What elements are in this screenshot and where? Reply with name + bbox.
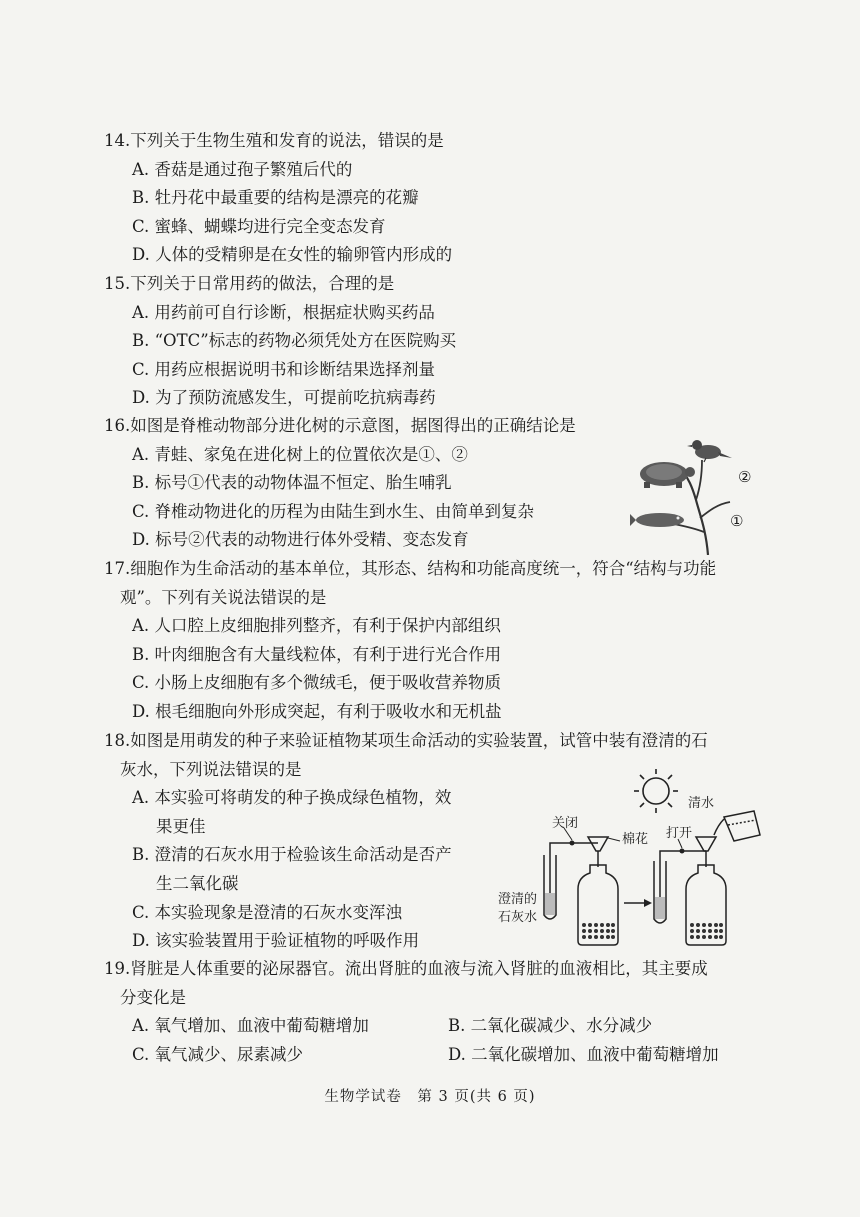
- question-19-stem-line1: 19.肾脏是人体重要的泌尿器官。流出肾脏的血液与流入肾脏的血液相比，其主要成: [104, 959, 708, 978]
- question-18-option-b-line1: B. 澄清的石灰水用于检验该生命活动是否产: [132, 845, 452, 865]
- question-18-stem-line2: 灰水，下列说法错误的是: [120, 759, 302, 779]
- label-closed: 关闭: [552, 816, 579, 831]
- question-17-option-b: B. 叶肉细胞含有大量线粒体，有利于进行光合作用: [132, 644, 502, 664]
- tree-branch-left: [674, 524, 704, 532]
- right-funnel: [696, 837, 716, 867]
- question-18-stem-line1: 18.如图是用萌发的种子来验证植物某项生命活动的实验装置，试管中装有澄清的石: [104, 731, 708, 750]
- experiment-apparatus-figure: [492, 765, 764, 955]
- question-15-option-c: C. 用药应根据说明书和诊断结果选择剂量: [132, 359, 436, 379]
- evolution-tree-figure: [630, 430, 760, 555]
- question-17-option-d: D. 根毛细胞向外形成突起，有利于吸收水和无机盐: [132, 701, 502, 721]
- question-18-option-a-line1: A. 本实验可将萌发的种子换成绿色植物，效: [132, 788, 452, 808]
- question-14-stem: 14.下列关于生物生殖和发育的说法，错误的是: [104, 131, 444, 150]
- label-open: 打开: [666, 826, 693, 841]
- question-19-option-c: C. 氧气减少、尿素减少: [132, 1044, 304, 1064]
- bird-icon: [687, 440, 732, 462]
- right-limewater: [655, 897, 665, 919]
- question-19-option-b: B. 二氧化碳减少、水分减少: [448, 1016, 653, 1036]
- question-17-stem-line1: 17.细胞作为生命活动的基本单位，其形态、结构和功能高度统一，符合“结构与功能: [104, 559, 717, 578]
- right-clamp: [680, 849, 685, 854]
- question-15-option-d: D. 为了预防流感发生，可提前吃抗病毒药: [132, 388, 436, 408]
- question-14-option-c: C. 蜜蜂、蝴蝶均进行完全变态发育: [132, 216, 386, 236]
- label-cotton: 棉花: [622, 832, 649, 847]
- fish-icon: [630, 512, 684, 528]
- question-17: [104, 555, 764, 727]
- question-19: [104, 955, 764, 1069]
- label-water: 清水: [688, 796, 715, 811]
- question-18-option-a-line2: 果更佳: [156, 816, 206, 836]
- question-19-options-row2: [132, 1041, 764, 1070]
- question-18-option-c: C. 本实验现象是澄清的石灰水变浑浊: [132, 902, 403, 922]
- question-16-option-b: B. 标号①代表的动物体温不恒定、胎生哺乳: [132, 473, 452, 493]
- question-14: [104, 127, 764, 270]
- tree-branch-right: [700, 502, 730, 518]
- question-18-option-d: D. 该实验装置用于验证植物的呼吸作用: [132, 931, 420, 951]
- question-15-option-b: B. “OTC”标志的药物必须凭处方在医院购买: [132, 331, 457, 351]
- question-19-stem-line2: 分变化是: [120, 987, 186, 1007]
- turtle-icon: [640, 462, 695, 488]
- question-15-option-a: A. 用药前可自行诊断，根据症状购买药品: [132, 302, 435, 322]
- left-limewater: [545, 893, 555, 915]
- tree-trunk: [682, 470, 708, 555]
- tree-branch-top: [696, 460, 702, 500]
- left-funnel: [586, 837, 608, 867]
- beaker-icon: [714, 811, 760, 841]
- question-15: [104, 270, 764, 413]
- question-14-option-a: A. 香菇是通过孢子繁殖后代的: [132, 159, 353, 179]
- label-limewater-2: 石灰水: [498, 910, 538, 925]
- question-16-option-d: D. 标号②代表的动物进行体外受精、变态发育: [132, 530, 469, 550]
- question-16-option-c: C. 脊椎动物进化的历程为由陆生到水生、由简单到复杂: [132, 501, 535, 521]
- question-17-stem-line2: 观”。下列有关说法错误的是: [120, 587, 327, 607]
- question-17-option-a: A. 人口腔上皮细胞排列整齐，有利于保护内部组织: [132, 616, 501, 636]
- question-19-option-a: A. 氧气增加、血液中葡萄糖增加: [132, 1016, 369, 1036]
- question-16-stem: 16.如图是脊椎动物部分进化树的示意图，据图得出的正确结论是: [104, 416, 576, 435]
- question-15-stem: 15.下列关于日常用药的做法，合理的是: [104, 274, 395, 293]
- question-18-option-b-line2: 生二氧化碳: [156, 873, 239, 893]
- left-clamp: [570, 841, 575, 846]
- cotton-pointer: [608, 838, 620, 841]
- tree-label-2: ②: [738, 468, 752, 486]
- left-seeds: [582, 923, 615, 939]
- question-17-option-c: C. 小肠上皮细胞有多个微绒毛，便于吸收营养物质: [132, 673, 502, 693]
- question-16-option-a: A. 青蛙、家兔在进化树上的位置依次是①、②: [132, 444, 468, 464]
- question-14-option-d: D. 人体的受精卵是在女性的输卵管内形成的: [132, 245, 453, 265]
- page-footer: 生物学试卷 第 3 页(共 6 页): [324, 1089, 536, 1105]
- arrow-icon: [624, 899, 652, 907]
- tree-label-1: ①: [730, 512, 744, 530]
- sun-icon: [634, 769, 678, 813]
- question-19-option-d: D. 二氧化碳增加、血液中葡萄糖增加: [448, 1044, 719, 1064]
- question-19-options-row1: [132, 1012, 764, 1041]
- right-seeds: [690, 923, 723, 939]
- label-limewater-1: 澄清的: [498, 892, 538, 907]
- question-14-option-b: B. 牡丹花中最重要的结构是漂亮的花瓣: [132, 188, 419, 208]
